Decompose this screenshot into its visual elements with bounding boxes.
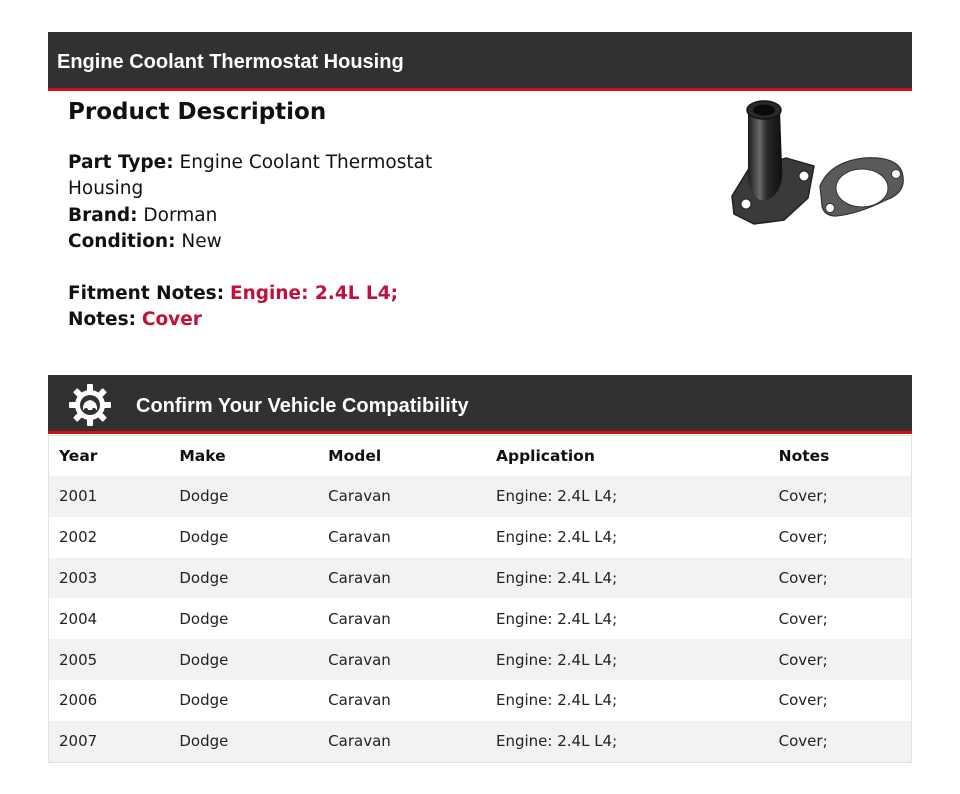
col-notes: Notes	[778, 447, 830, 465]
make-cell: Dodge	[179, 691, 229, 710]
notes-label: Notes:	[68, 309, 136, 331]
application-cell: Engine: 2.4L L4;	[495, 568, 618, 587]
model-cell: Caravan	[328, 528, 391, 547]
fitment-label: Fitment Notes:	[68, 283, 225, 305]
description-heading: Product Description	[68, 99, 327, 125]
product-description	[68, 96, 488, 334]
part-type-value: Engine Coolant Thermostat Housing	[68, 152, 433, 200]
condition-label: Condition:	[68, 230, 176, 252]
model-cell: Caravan	[328, 691, 391, 710]
vehicle-fitment-table	[48, 435, 912, 763]
table-row	[49, 598, 912, 639]
compatibility-title: Confirm Your Vehicle Compatibility	[136, 395, 469, 417]
make-cell: Dodge	[179, 609, 229, 628]
year-cell: 2006	[59, 691, 98, 710]
table-row	[49, 680, 912, 721]
notes-cell: Cover;	[778, 487, 828, 506]
make-cell: Dodge	[179, 487, 229, 506]
col-year: Year	[59, 447, 98, 465]
product-title: Engine Coolant Thermostat Housing	[57, 51, 404, 73]
model-cell: Caravan	[328, 650, 391, 669]
model-cell: Caravan	[328, 732, 391, 751]
table-row	[49, 476, 912, 517]
notes-cell: Cover;	[778, 691, 828, 710]
model-cell: Caravan	[328, 568, 391, 587]
notes-cell: Cover;	[778, 732, 828, 751]
year-cell: 2004	[59, 609, 98, 628]
brand-line	[68, 203, 488, 229]
application-cell: Engine: 2.4L L4;	[495, 691, 618, 710]
table-row	[49, 721, 912, 762]
notes-line	[68, 307, 488, 333]
notes-cell: Cover;	[778, 568, 828, 587]
part-type-label: Part Type:	[68, 152, 174, 173]
col-make: Make	[179, 447, 226, 465]
make-cell: Dodge	[179, 650, 229, 669]
notes-value: Cover	[141, 309, 202, 331]
compatibility-banner	[48, 375, 912, 434]
table-header-row	[49, 436, 912, 477]
fitment-value: Engine: 2.4L L4;	[229, 283, 398, 305]
year-cell: 2003	[59, 568, 98, 587]
thermostat-housing-image	[724, 96, 910, 230]
gear-car-icon	[68, 383, 112, 427]
model-cell: Caravan	[328, 487, 391, 506]
table-row	[49, 639, 912, 680]
make-cell: Dodge	[179, 568, 229, 587]
year-cell: 2005	[59, 650, 98, 669]
col-model: Model	[328, 447, 382, 465]
model-cell: Caravan	[328, 609, 391, 628]
make-cell: Dodge	[179, 732, 229, 751]
part-type-line	[68, 150, 488, 203]
notes-cell: Cover;	[778, 528, 828, 547]
year-cell: 2002	[59, 528, 98, 547]
col-application: Application	[495, 447, 595, 465]
application-cell: Engine: 2.4L L4;	[495, 528, 618, 547]
table-row	[49, 517, 912, 558]
condition-value: New	[181, 230, 222, 252]
year-cell: 2001	[59, 487, 98, 506]
brand-label: Brand:	[68, 204, 138, 226]
notes-cell: Cover;	[778, 650, 828, 669]
application-cell: Engine: 2.4L L4;	[495, 609, 618, 628]
notes-cell: Cover;	[778, 609, 828, 628]
application-cell: Engine: 2.4L L4;	[495, 487, 618, 506]
make-cell: Dodge	[179, 528, 229, 547]
product-title-banner	[48, 32, 912, 91]
application-cell: Engine: 2.4L L4;	[495, 650, 618, 669]
condition-line	[68, 229, 488, 255]
brand-value: Dorman	[143, 204, 218, 226]
fitment-line	[68, 281, 488, 307]
application-cell: Engine: 2.4L L4;	[495, 732, 618, 751]
table-row	[49, 558, 912, 599]
year-cell: 2007	[59, 732, 98, 751]
